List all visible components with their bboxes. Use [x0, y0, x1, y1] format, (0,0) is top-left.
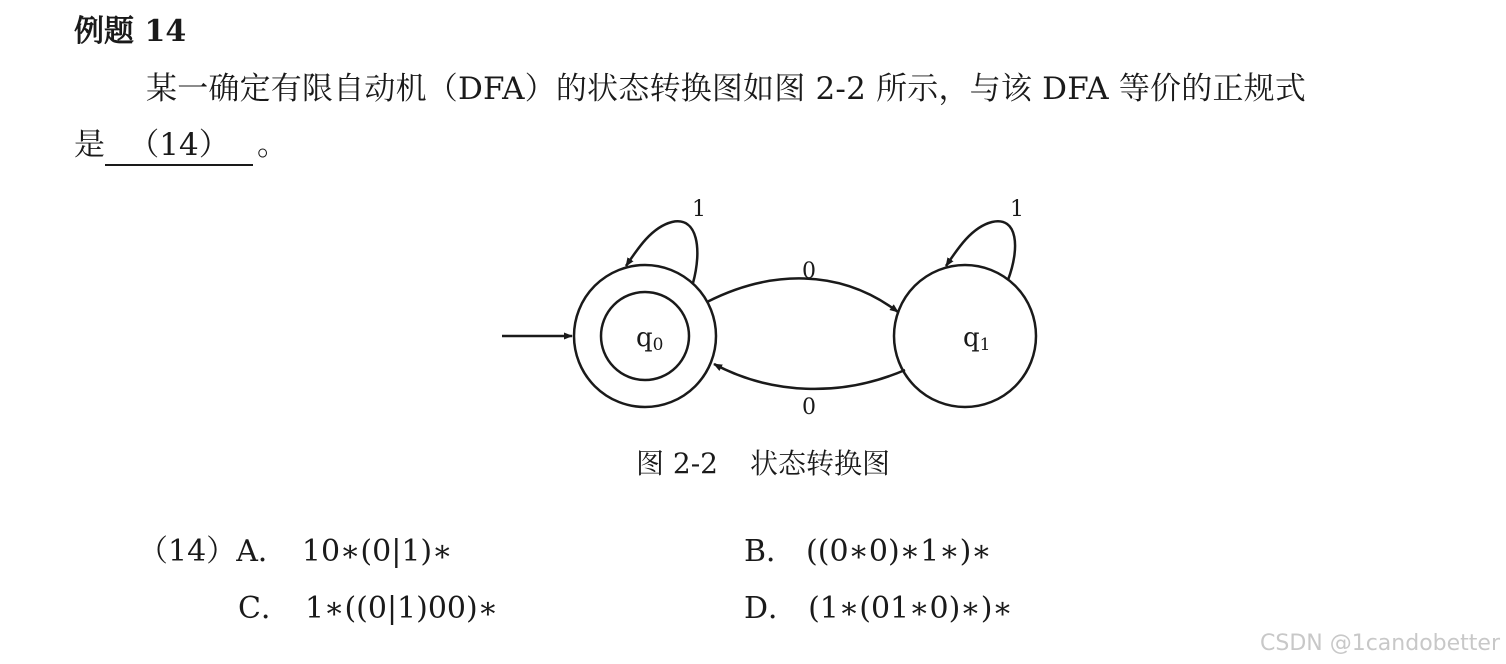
question-number: （14） [138, 534, 237, 569]
state-transition-diagram [480, 180, 1080, 430]
option-b-letter: B． [744, 534, 797, 569]
option-d [744, 587, 1013, 631]
option-b-text: ((0∗0)∗1∗)∗ [806, 534, 992, 569]
figure-caption [636, 442, 890, 486]
self-loop-q0-label: 1 [692, 197, 706, 222]
option-a-letter: A． [236, 534, 288, 569]
self-loop-q1 [946, 221, 1015, 280]
state-q0 [574, 265, 716, 407]
question-suffix: 。 [257, 127, 288, 163]
option-a-text: 10∗(0|1)∗ [301, 534, 453, 569]
state-q0-subscript: 0 [652, 335, 664, 355]
figure-caption-text: 状态转换图 [750, 447, 891, 480]
transition-q0-to-q1-label: 0 [802, 259, 816, 284]
transition-q1-to-q0 [714, 364, 905, 389]
figure-caption-number: 图 2-2 [636, 447, 718, 480]
option-d-letter: D． [744, 591, 799, 626]
transition-q1-to-q0-label: 0 [802, 395, 816, 420]
svg-text:q1 [963, 323, 990, 355]
answer-blank: （14） [105, 126, 253, 166]
option-a [138, 530, 453, 574]
state-q1-subscript: 1 [979, 335, 991, 355]
option-c [238, 587, 498, 631]
question-line-2 [74, 122, 288, 168]
question-prefix: 是 [74, 127, 105, 163]
option-d-text: (1∗(01∗0)∗)∗ [808, 591, 1013, 626]
state-q1-label: q [963, 323, 980, 353]
self-loop-q0 [626, 221, 697, 283]
watermark: CSDN @1candobetter [1260, 631, 1500, 656]
state-q0-label: q [636, 323, 653, 353]
option-c-letter: C． [238, 591, 291, 626]
example-title: 例题 14 [74, 14, 187, 49]
question-line-1: 某一确定有限自动机（DFA）的状态转换图如图 2-2 所示，与该 DFA 等价的正规式 [146, 71, 1307, 107]
svg-text:q0 [636, 323, 663, 355]
option-c-text: 1∗((0|1)00)∗ [304, 591, 499, 626]
option-b [744, 530, 992, 574]
state-q1 [894, 265, 1036, 407]
self-loop-q1-label: 1 [1010, 197, 1024, 222]
